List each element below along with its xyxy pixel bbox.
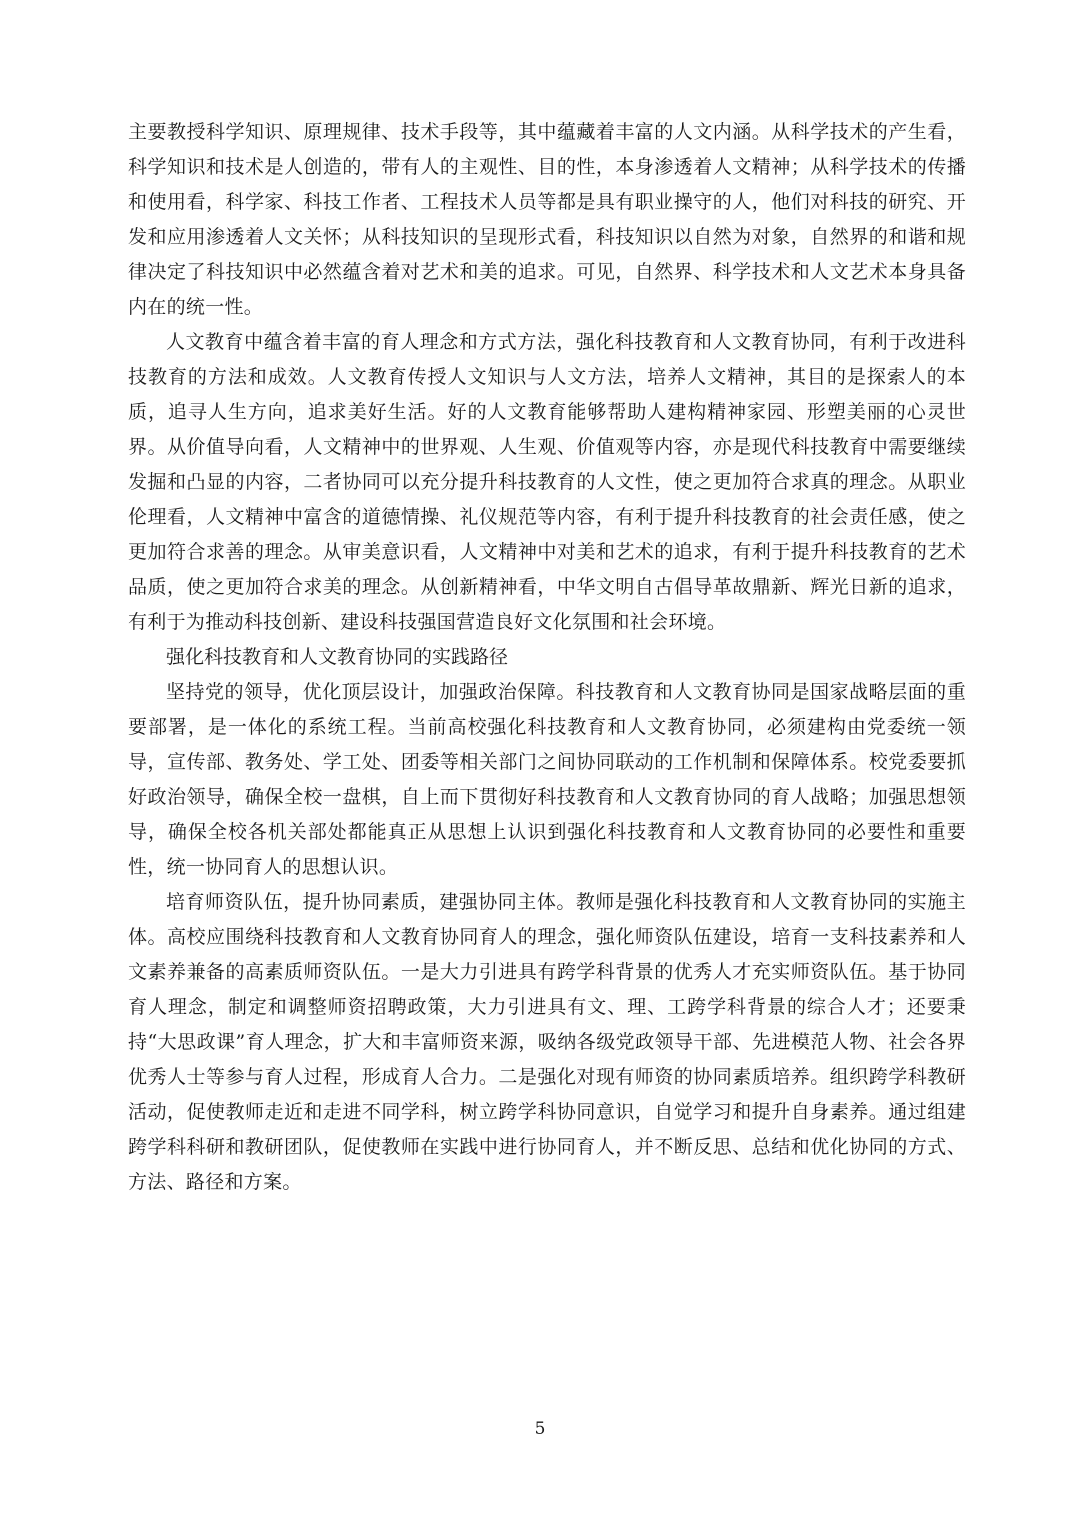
paragraph-teacher-team: 培育师资队伍，提升协同素质，建强协同主体。教师是强化科技教育和人文教育协同的实施主体。高校应围绕科技教育和人文教育协同育人的理念，强化师资队伍建设，培育一支科技素养和人文素养兼备的高素质师资队伍。一是大力引进具有跨学科背景的优秀人才充实师资队伍。基于协同育人理念，制定和调整师资招聘政策，大力引进具有文、理、工跨学科背景的综合人才；还要秉持“大思政课”育人理念，扩大和丰富师资来源，吸纳各级党政领导干部、先进模范人物、社会各界优秀人士等参与育人过程，形成育人合力。二是强化对现有师资的协同素质培养。组织跨学科教研活动，促使教师走近和走进不同学科，树立跨学科协同意识，自觉学习和提升自身素养。通过组建跨学科科研和教研团队，促使教师在实践中进行协同育人，并不断反思、总结和优化协同的方式、方法、路径和方案。	[128, 891, 966, 1193]
paragraph-party-leadership: 坚持党的领导，优化顶层设计，加强政治保障。科技教育和人文教育协同是国家战略层面的重要部署，是一体化的系统工程。当前高校强化科技教育和人文教育协同，必须建构由党委统一领导，宣传部、教务处、学工处、团委等相关部门之间协同联动的工作机制和保障体系。校党委要抓好政治领导，确保全校一盘棋，自上而下贯彻好科技教育和人文教育协同的育人战略；加强思想领导，确保全校各机关部处都能真正从思想上认识到强化科技教育和人文教育协同的必要性和重要性，统一协同育人的思想认识。	[128, 681, 966, 878]
paragraph-continued: 主要教授科学知识、原理规律、技术手段等，其中蕴藏着丰富的人文内涵。从科学技术的产生看，科学知识和技术是人创造的，带有人的主观性、目的性，本身渗透着人文精神；从科学技术的传播和使用看，科学家、科技工作者、工程技术人员等都是具有职业操守的人，他们对科技的研究、开发和应用渗透着人文关怀；从科技知识的呈现形式看，科技知识以自然为对象，自然界的和谐和规律决定了科技知识中必然蕴含着对艺术和美的追求。可见，自然界、科学技术和人文艺术本身具备内在的统一性。	[128, 121, 966, 318]
document-body	[128, 115, 966, 1200]
section-heading: 强化科技教育和人文教育协同的实践路径	[166, 646, 509, 668]
page-number: 5	[534, 1419, 546, 1439]
paragraph-humanities-education: 人文教育中蕴含着丰富的育人理念和方式方法，强化科技教育和人文教育协同，有利于改进科技教育的方法和成效。人文教育传授人文知识与人文方法，培养人文精神，其目的是探索人的本质，追寻人生方向，追求美好生活。好的人文教育能够帮助人建构精神家园、形塑美丽的心灵世界。从价值导向看，人文精神中的世界观、人生观、价值观等内容，亦是现代科技教育中需要继续发掘和凸显的内容，二者协同可以充分提升科技教育的人文性，使之更加符合求真的理念。从职业伦理看，人文精神中富含的道德情操、礼仪规范等内容，有利于提升科技教育的社会责任感，使之更加符合求善的理念。从审美意识看，人文精神中对美和艺术的追求，有利于提升科技教育的艺术品质，使之更加符合求美的理念。从创新精神看，中华文明自古倡导革故鼎新、辉光日新的追求，有利于为推动科技创新、建设科技强国营造良好文化氛围和社会环境。	[128, 331, 966, 633]
